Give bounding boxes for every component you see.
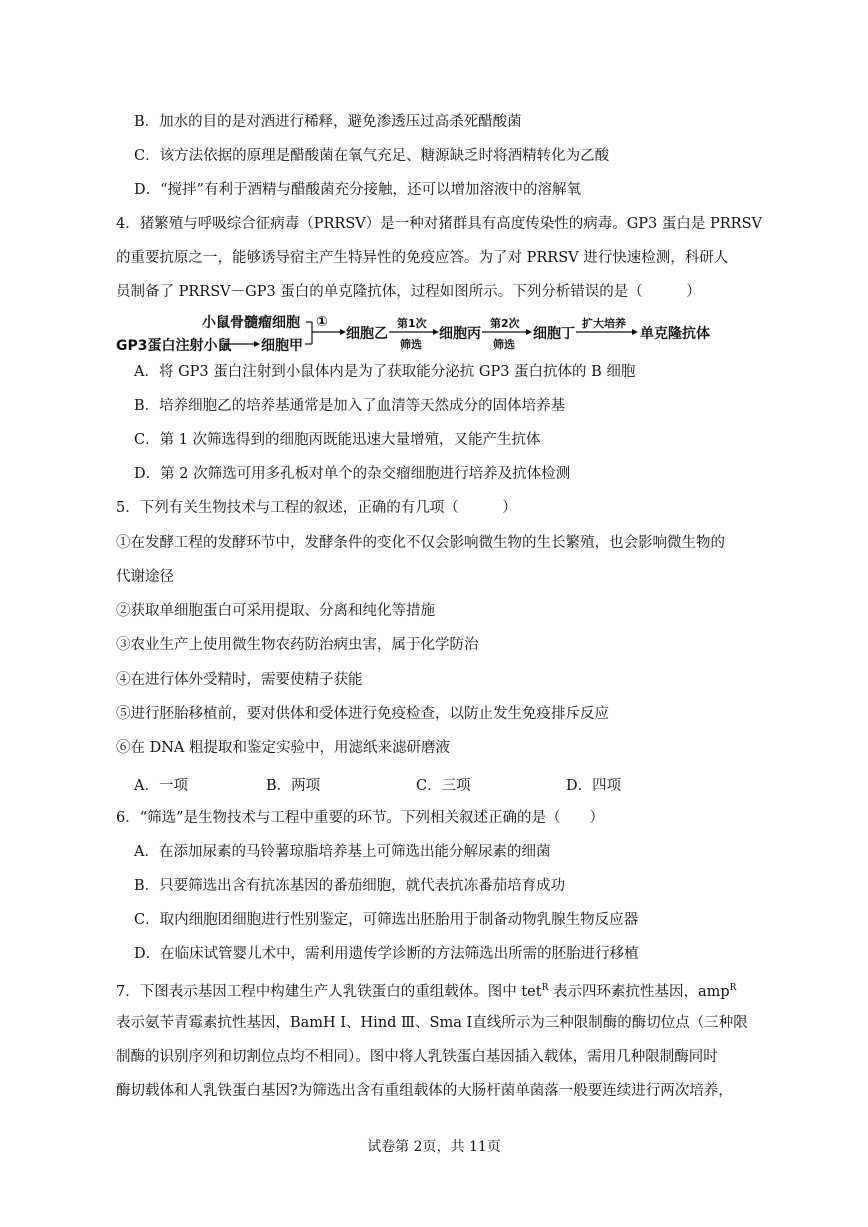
flow-cell-a: 细胞甲 [261,338,303,354]
q5-statement-1-line1: ①在发酵工程的发酵环节中，发酵条件的变化不仅会影响微生物的生长繁殖，也会影响微生物的 [116,535,725,551]
q3-option-d: D．“搅拌”有利于酒精与醋酸菌充分接触，还可以增加溶液中的溶解氧 [134,182,581,198]
q5-statement-4: ④在进行体外受精时，需要使精子获能 [116,672,363,688]
flow-screen1-top: 第1次 [397,317,427,330]
flow-cell-d: 细胞丁 [533,326,575,342]
flow-screen2-bottom: 筛选 [493,338,515,351]
q6-option-b: B．只要筛选出含有抗冻基因的番茄细胞，就代表抗冻番茄培育成功 [134,878,566,894]
q6-stem: 6．“筛选”是生物技术与工程中重要的环节。下列相关叙述正确的是（ ） [116,810,605,826]
monoclonal-antibody-flow-diagram [116,312,756,358]
q4-stem-line3: 员制备了 PRRSV－GP3 蛋白的单克隆抗体，过程如图所示。下列分析错误的是（ ） [116,284,701,300]
q7-line1-text-a: 7．下图表示基因工程中构建生产人乳铁蛋白的重组载体。图中 tet [116,983,542,1000]
flow-cell-c: 细胞丙 [439,326,481,342]
flow-screen2-top: 第2次 [490,317,520,330]
flow-myeloma-cell: 小鼠骨髓瘤细胞 [202,315,300,331]
q4-option-c: C．第 1 次筛选得到的细胞丙既能迅速大量增殖，又能产生抗体 [134,432,541,448]
q4-option-a: A．将 GP3 蛋白注射到小鼠体内是为了获取能分泌抗 GP3 蛋白抗体的 B 细胞 [134,364,636,380]
q4-option-b: B．培养细胞乙的培养基通常是加入了血清等天然成分的固体培养基 [134,398,566,414]
q7-stem-line1 [116,978,736,1002]
q7-tet-superscript: R [541,983,549,993]
q7-stem-line4: 酶切载体和人乳铁蛋白基因?为筛选出含有重组载体的大肠杆菌单菌落一般要连续进行两次培养， [116,1083,733,1099]
q7-stem-line2: 表示氨苄青霉素抗性基因，BamH Ⅰ、Hind Ⅲ、Sma Ⅰ直线所示为三种限制酶的酶切位点（三种限 [116,1015,748,1031]
flow-step-1: ① [316,314,328,330]
q5-statement-6: ⑥在 DNA 粗提取和鉴定实验中，用滤纸来滤研磨液 [116,740,451,756]
q5-option-c: C．三项 [416,778,471,794]
q7-line1-text-b: 表示四环素抗性基因，amp [548,983,730,1000]
flow-screen1-bottom: 筛选 [400,338,422,351]
q5-statement-2: ②获取单细胞蛋白可采用提取、分离和纯化等措施 [116,603,435,619]
q7-amp-superscript: R [729,983,737,993]
flow-monoclonal-antibody: 单克隆抗体 [640,326,710,342]
q3-option-b: B．加水的目的是对酒进行稀释，避免渗透压过高杀死醋酸菌 [134,114,522,130]
q5-option-a: A．一项 [134,778,188,794]
q5-option-b: B．两项 [266,778,321,794]
q6-option-d: D．在临床试管婴儿术中，需利用遗传学诊断的方法筛选出所需的胚胎进行移植 [134,946,639,962]
q5-statement-3: ③农业生产上使用微生物农药防治病虫害，属于化学防治 [116,637,479,653]
q6-option-c: C．取内细胞团细胞进行性别鉴定，可筛选出胚胎用于制备动物乳腺生物反应器 [134,912,639,928]
flow-cell-b: 细胞乙 [346,326,388,342]
q6-option-a: A．在添加尿素的马铃薯琼脂培养基上可筛选出能分解尿素的细菌 [134,844,551,860]
q7-stem-line3: 制酶的识别序列和切割位点均不相同）。图中将人乳铁蛋白基因插入载体，需用几种限制酶同时 [116,1049,718,1065]
flow-expand-culture: 扩大培养 [582,317,626,330]
q4-option-d: D．第 2 次筛选可用多孔板对单个的杂交瘤细胞进行培养及抗体检测 [134,466,571,482]
page-footer: 试卷第 2页，共 11页 [367,1139,501,1155]
q5-option-d: D．四项 [566,778,622,794]
q5-statement-1-line2: 代谢途径 [116,569,174,585]
q5-stem: 5．下列有关生物技术与工程的叙述，正确的有几项（ ） [116,500,517,516]
flow-injected-mouse: GP3蛋白注射小鼠 [116,338,232,354]
q3-option-c: C．该方法依据的原理是醋酸菌在氧气充足、糖源缺乏时将酒精转化为乙酸 [134,148,610,164]
q5-statement-5: ⑤进行胚胎移植前，要对供体和受体进行免疫检查，以防止发生免疫排斥反应 [116,706,609,722]
q4-stem-line1: 4．猪繁殖与呼吸综合征病毒（PRRSV）是一种对猪群具有高度传染性的病毒。GP3 蛋白是 PRRSV [116,216,762,232]
q4-stem-line2: 的重要抗原之一，能够诱导宿主产生特异性的免疫应答。为了对 PRRSV 进行快速检测，科研人 [116,250,729,266]
